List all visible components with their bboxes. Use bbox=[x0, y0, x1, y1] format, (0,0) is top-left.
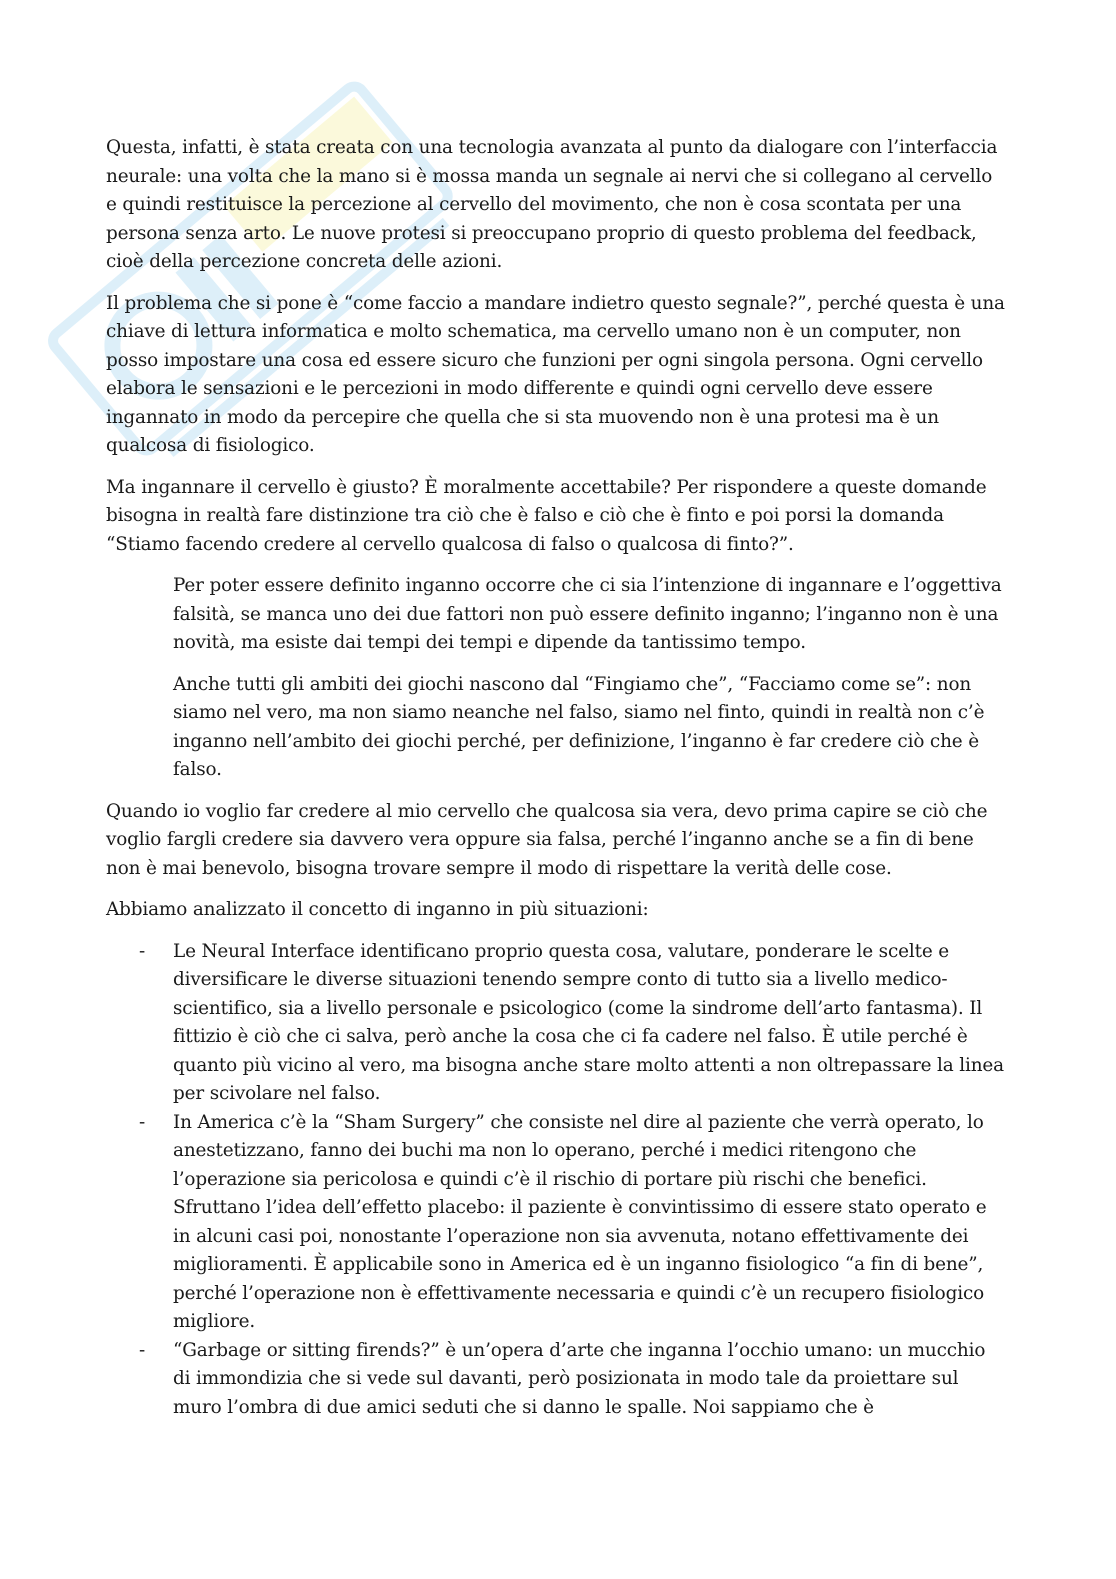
dash-list bbox=[106, 938, 1006, 1423]
paragraph-2: Il problema che si pone è “come faccio a mandare indietro questo segnale?”, perché questa è una chiave di lettura informatica e molto schematica, ma cervello umano non è un computer, non posso impostare una cosa ed essere sicuro che funzioni per ogni singola persona. Ogni cervello elabora le sensazioni e le percezioni in modo differente e quindi ogni cervello deve essere ingannato in modo da percepire che quella che si sta muovendo non è una protesi ma è un qualcosa di fisiologico. bbox=[106, 292, 1005, 456]
list-item-text: In America c’è la “Sham Surgery” che consiste nel dire al paziente che verrà operato, lo anestetizzano, fanno dei buchi ma non lo operano, perché i medici ritengono che l’operazione sia pericolosa e quindi c’è il rischio di portare più rischi che benefici. Sfruttano l’idea dell’effetto placebo: il paziente è convintissimo di essere stato operato e in alcuni casi poi, nonostante l’operazione non sia avvenuta, notano effettivamente dei miglioramenti. È applicabile sono in America ed è un inganno fisiologico “a fin di bene”, perché l’operazione non è effettivamente necessaria e quindi c’è un recupero fisiologico migliore. bbox=[173, 1111, 987, 1332]
paragraph-4: Quando io voglio far credere al mio cervello che qualcosa sia vera, devo prima capire se ciò che voglio fargli credere sia davvero vera oppure sia falsa, perché l’inganno anche se a fin di bene non è mai benevolo, bisogna trovare sempre il modo di rispettare la verità delle cose. bbox=[106, 800, 988, 879]
list-marker: - bbox=[139, 1339, 146, 1361]
list-item-text: Le Neural Interface identificano proprio questa cosa, valutare, ponderare le scelte e diversificare le diverse situazioni tenendo sempre conto di tutto sia a livello medico-scientifico, sia a livello personale e psicologico (come la sindrome dell’arto fantasma). Il fittizio è ciò che ci salva, però anche la cosa che ci fa cadere nel falso. È utile perché è quanto più vicino al vero, ma bisogna anche stare molto attenti a non oltrepassare la linea per scivolare nel falso. bbox=[173, 940, 1004, 1104]
list-marker: - bbox=[139, 1111, 146, 1133]
paragraph-5: Abbiamo analizzato il concetto di inganno in più situazioni: bbox=[106, 899, 649, 920]
list-item bbox=[106, 1109, 1006, 1337]
list-item bbox=[106, 938, 1006, 1109]
indented-paragraph-1: Per poter essere definito inganno occorre che ci sia l’intenzione di ingannare e l’oggettiva falsità, se manca uno dei due fattori non può essere definito inganno; l’inganno non è una novità, ma esiste dai tempi dei tempi e dipende da tantissimo tempo. bbox=[173, 575, 1002, 653]
list-item-text: “Garbage or sitting firends?” è un’opera d’arte che inganna l’occhio umano: un mucchio di immondizia che si vede sul davanti, però posizionata in modo tale da proiettare sul muro l’ombra di due amici seduti che si danno le spalle. Noi sappiamo che è bbox=[173, 1339, 986, 1418]
paragraph-1: Questa, infatti, è stata creata con una tecnologia avanzata al punto da dialogare con l’interfaccia neurale: una volta che la mano si è mossa manda un segnale ai nervi che si collegano al cervello e quindi restituisce la percezione al cervello del movimento, che non è cosa scontata per una persona senza arto. Le nuove protesi si preoccupano proprio di questo problema del feedback, cioè della percezione concreta delle azioni. bbox=[106, 137, 998, 272]
paragraph-3: Ma ingannare il cervello è giusto? È moralmente accettabile? Per rispondere a queste domande bisogna in realtà fare distinzione tra ciò che è falso e ciò che è finto e poi porsi la domanda “Stiamo facendo credere al cervello qualcosa di falso o qualcosa di finto?”. bbox=[106, 476, 987, 555]
list-marker: - bbox=[139, 940, 146, 962]
list-item bbox=[106, 1337, 1006, 1423]
document-page bbox=[106, 134, 1006, 1422]
indented-paragraph-2: Anche tutti gli ambiti dei giochi nascono dal “Fingiamo che”, “Facciamo come se”: non siamo nel vero, ma non siamo neanche nel falso, siamo nel finto, quindi in realtà non c’è inganno nell’ambito dei giochi perché, per definizione, l’inganno è far credere ciò che è falso. bbox=[173, 673, 985, 780]
